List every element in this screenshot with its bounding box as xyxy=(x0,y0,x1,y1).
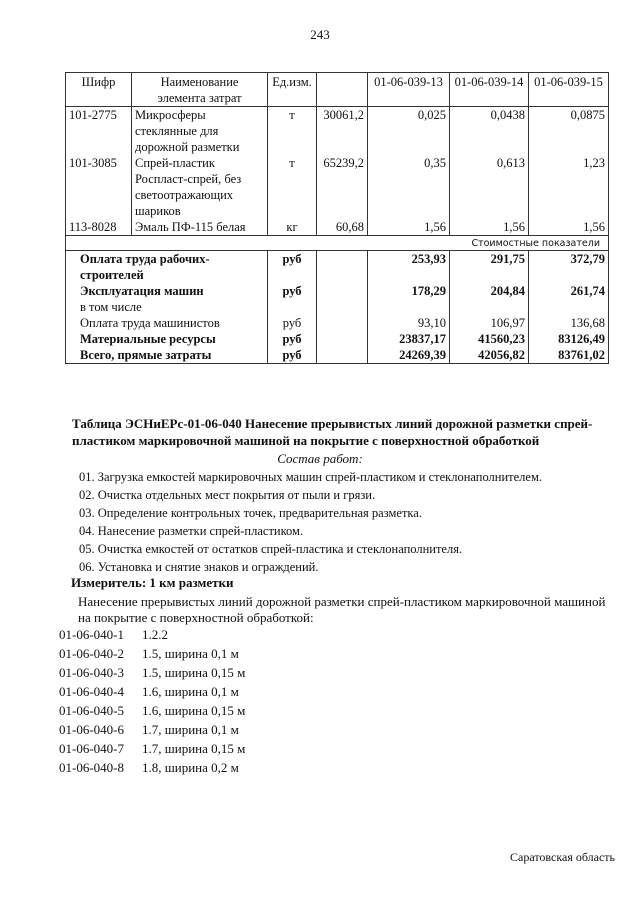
header-039-13: 01-06-039-13 xyxy=(368,73,450,107)
cost-name: Материальные ресурсы xyxy=(66,331,268,347)
cell-v13: 0,025 xyxy=(368,107,450,156)
works-list xyxy=(79,468,542,576)
code-row xyxy=(59,701,245,720)
code: 01-06-040-3 xyxy=(59,665,124,680)
meter-unit: Измеритель: 1 км разметки xyxy=(71,575,234,590)
cost-v15: 83126,49 xyxy=(529,331,609,347)
code-text: 1.6, ширина 0,15 м xyxy=(142,703,246,718)
cost-name: в том числе xyxy=(66,299,268,315)
cost-unit: руб xyxy=(268,331,317,347)
table-row xyxy=(66,219,609,236)
code: 01-06-040-1 xyxy=(59,627,124,642)
cost-v14: 106,97 xyxy=(450,315,529,331)
cost-v13 xyxy=(368,299,450,315)
code-text: 1.7, ширина 0,15 м xyxy=(142,741,246,756)
work-item: 05. Очистка емкостей от остатков спрей-пластика и стеклонаполнителя. xyxy=(79,542,463,556)
page-number: 243 xyxy=(310,27,330,42)
description: Нанесение прерывистых линий дорожной разметки спрей-пластиком маркировочной машиной на покрытие с поверхностной обработкой: xyxy=(78,594,606,625)
cost-v13: 24269,39 xyxy=(368,347,450,364)
cell-v13: 1,56 xyxy=(368,219,450,236)
empty-cell xyxy=(317,331,368,347)
code: 01-06-040-8 xyxy=(59,760,124,775)
cost-v14: 41560,23 xyxy=(450,331,529,347)
cell-v15: 0,0875 xyxy=(529,107,609,156)
code: 01-06-040-2 xyxy=(59,646,124,661)
header-name: Наименование элемента затрат xyxy=(132,73,268,107)
cost-row xyxy=(66,251,609,284)
cost-v15: 372,79 xyxy=(529,251,609,284)
cost-v15 xyxy=(529,299,609,315)
work-item: 03. Определение контрольных точек, предварительная разметка. xyxy=(79,506,422,520)
header-code: Шифр xyxy=(66,73,132,107)
cell-v14: 1,56 xyxy=(450,219,529,236)
cost-v13: 178,29 xyxy=(368,283,450,299)
cost-name: Всего, прямые затраты xyxy=(66,347,268,364)
cell-name: Спрей-пластик Роспласт-спрей, без светоотражающих шариков xyxy=(132,155,268,219)
header-039-14: 01-06-039-14 xyxy=(450,73,529,107)
cost-name: Эксплуатация машин xyxy=(66,283,268,299)
table-row xyxy=(66,107,609,156)
section-title: Таблица ЭСНиЕРс-01-06-040 Нанесение прерывистых линий дорожной разметки спрей-пластиком маркировочной машиной на покрытие с поверхностной обработкой xyxy=(72,416,593,448)
code-text: 1.8, ширина 0,2 м xyxy=(142,760,239,775)
code: 01-06-040-7 xyxy=(59,741,124,756)
header-price xyxy=(317,73,368,107)
code-row xyxy=(59,663,245,682)
code-row xyxy=(59,644,245,663)
cell-unit: т xyxy=(268,155,317,219)
code-row xyxy=(59,720,245,739)
code-row xyxy=(59,682,245,701)
cost-unit: руб xyxy=(268,251,317,284)
cost-row xyxy=(66,347,609,364)
cell-v14: 0,613 xyxy=(450,155,529,219)
code: 01-06-040-6 xyxy=(59,722,124,737)
cell-price: 65239,2 xyxy=(317,155,368,219)
work-item: 01. Загрузка емкостей маркировочных машин спрей-пластиком и стеклонаполнителем. xyxy=(79,470,543,484)
cost-row xyxy=(66,299,609,315)
code-text: 1.6, ширина 0,1 м xyxy=(142,684,239,699)
code: 01-06-040-4 xyxy=(59,684,124,699)
cell-name: Микросферы стеклянные для дорожной разметки xyxy=(132,107,268,156)
cell-unit: т xyxy=(268,107,317,156)
header-039-15: 01-06-039-15 xyxy=(529,73,609,107)
code-row xyxy=(59,758,245,777)
cost-name: Оплата труда машинистов xyxy=(66,315,268,331)
cost-v15: 261,74 xyxy=(529,283,609,299)
cell-price: 30061,2 xyxy=(317,107,368,156)
cost-v15: 136,68 xyxy=(529,315,609,331)
code-text: 1.7, ширина 0,1 м xyxy=(142,722,239,737)
cell-v15: 1,56 xyxy=(529,219,609,236)
cost-unit xyxy=(268,299,317,315)
table-header-row xyxy=(66,73,609,107)
section-label-row xyxy=(66,236,609,251)
cost-v15: 83761,02 xyxy=(529,347,609,364)
cost-row xyxy=(66,331,609,347)
work-item: 04. Нанесение разметки спрей-пластиком. xyxy=(79,524,304,538)
cell-v14: 0,0438 xyxy=(450,107,529,156)
code-row xyxy=(59,739,245,758)
cell-price: 60,68 xyxy=(317,219,368,236)
cell-code: 101-3085 xyxy=(66,155,132,219)
cost-v13: 93,10 xyxy=(368,315,450,331)
cost-unit: руб xyxy=(268,315,317,331)
code-text: 1.2.2 xyxy=(142,627,168,642)
code-text: 1.5, ширина 0,15 м xyxy=(142,665,246,680)
code-row xyxy=(59,625,245,644)
cost-row xyxy=(66,283,609,299)
region-footer: Саратовская область xyxy=(510,850,616,864)
cost-unit: руб xyxy=(268,347,317,364)
cost-row xyxy=(66,315,609,331)
cell-code: 113-8028 xyxy=(66,219,132,236)
cost-v14: 204,84 xyxy=(450,283,529,299)
work-item: 02. Очистка отдельных мест покрытия от пыли и грязи. xyxy=(79,488,376,502)
code: 01-06-040-5 xyxy=(59,703,124,718)
cost-v13: 23837,17 xyxy=(368,331,450,347)
code-list xyxy=(59,625,245,777)
cost-v14 xyxy=(450,299,529,315)
code-text: 1.5, ширина 0,1 м xyxy=(142,646,239,661)
empty-cell xyxy=(317,347,368,364)
cell-code: 101-2775 xyxy=(66,107,132,156)
header-unit: Ед.изм. xyxy=(268,73,317,107)
resource-table xyxy=(65,72,609,364)
empty-cell xyxy=(317,251,368,284)
table-row xyxy=(66,155,609,219)
cost-name: Оплата труда рабочих-строителей xyxy=(66,251,268,284)
empty-cell xyxy=(317,315,368,331)
section-label: Стоимостные показатели xyxy=(66,236,609,251)
cost-unit: руб xyxy=(268,283,317,299)
cost-v14: 42056,82 xyxy=(450,347,529,364)
cell-v13: 0,35 xyxy=(368,155,450,219)
cost-v13: 253,93 xyxy=(368,251,450,284)
cell-unit: кг xyxy=(268,219,317,236)
cell-name: Эмаль ПФ-115 белая xyxy=(132,219,268,236)
empty-cell xyxy=(317,283,368,299)
work-item: 06. Установка и снятие знаков и ограждений. xyxy=(79,560,319,574)
cell-v15: 1,23 xyxy=(529,155,609,219)
composition-heading: Состав работ: xyxy=(277,451,363,466)
empty-cell xyxy=(317,299,368,315)
cost-v14: 291,75 xyxy=(450,251,529,284)
